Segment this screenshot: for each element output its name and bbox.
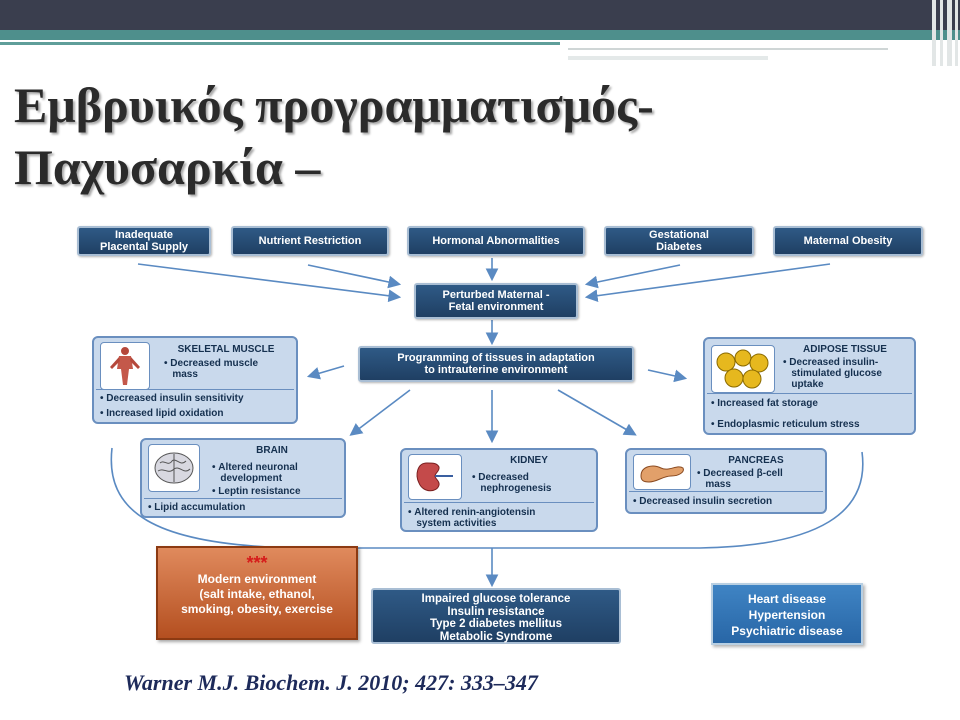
- arrow-to-muscle: [310, 366, 344, 376]
- modern-environment-box: [156, 546, 358, 640]
- perturbed-line-1: Perturbed Maternal -: [442, 289, 550, 301]
- arrow-nutrient: [308, 265, 398, 284]
- skeletal-muscle-box: [92, 336, 298, 424]
- item-text: Decreased insulin secretion: [639, 496, 773, 507]
- divider: [629, 491, 823, 492]
- skeletal-muscle-item-3: • Increased lipid oxidation: [100, 408, 224, 419]
- skeletal-muscle-item-2: • Decreased insulin sensitivity: [100, 393, 244, 404]
- cause-label: Gestational: [649, 229, 709, 241]
- env-line-1: Modern environment: [197, 572, 317, 586]
- perturbed-environment: [414, 283, 578, 319]
- outcome-line-4: Metabolic Syndrome: [439, 630, 553, 643]
- item-text: Decreased insulin sensitivity: [106, 393, 244, 404]
- divider: [707, 393, 912, 394]
- outcome-line-2: Insulin resistance: [447, 605, 545, 618]
- arrow-to-adipose: [648, 370, 684, 378]
- item-text: mass: [705, 479, 731, 490]
- pancreas-item-1: • Decreased β-cell mass: [697, 468, 783, 490]
- item-text: Decreased: [478, 472, 529, 483]
- kidney-item-1: • Decreased nephrogenesis: [472, 472, 552, 494]
- kidney-header: KIDNEY: [510, 455, 548, 466]
- pancreas-header: PANCREAS: [728, 455, 784, 466]
- adipose-item-2: • Increased fat storage: [711, 398, 818, 409]
- brain-header: BRAIN: [256, 445, 288, 456]
- item-text: mass: [172, 369, 198, 380]
- item-text: Decreased insulin-: [789, 357, 879, 368]
- cause-label: Maternal Obesity: [803, 235, 893, 247]
- arrow-to-brain: [352, 390, 410, 434]
- title-line-2: Παχυσαρκία –: [14, 139, 321, 195]
- cause-label: Placental Supply: [99, 241, 189, 253]
- item-text: Decreased muscle: [170, 358, 259, 369]
- arrow-obesity: [588, 264, 830, 297]
- adipose-tissue-box: [703, 337, 916, 435]
- asterisks: ***: [246, 553, 268, 573]
- brain-item-1: • Altered neuronal development: [212, 462, 298, 484]
- item-text: Altered renin-angiotensin: [414, 507, 536, 518]
- item-text: Endoplasmic reticulum stress: [717, 419, 860, 430]
- item-text: Leptin resistance: [218, 486, 301, 497]
- pancreas-icon: [633, 454, 691, 490]
- skeletal-muscle-header: SKELETAL MUSCLE: [177, 344, 275, 355]
- env-line-2: (salt intake, ethanol,: [199, 587, 315, 601]
- kidney-icon: [408, 454, 462, 500]
- brain-icon: [148, 444, 200, 492]
- arrow-to-pancreas: [558, 390, 634, 434]
- cause-label: Diabetes: [656, 241, 702, 253]
- brain-box: [140, 438, 346, 518]
- item-text: Altered neuronal: [218, 462, 298, 473]
- item-text: system activities: [416, 518, 497, 529]
- divider: [144, 498, 342, 499]
- item-text: nephrogenesis: [480, 483, 552, 494]
- arrow-gestational: [588, 265, 680, 284]
- disease-line-2: Hypertension: [748, 608, 826, 622]
- skeletal-muscle-item-1: • Decreased muscle mass: [164, 358, 259, 380]
- brain-item-3: • Lipid accumulation: [148, 502, 246, 513]
- divider: [404, 502, 594, 503]
- citation: Warner M.J. Biochem. J. 2010; 427: 333–347: [124, 670, 538, 695]
- programming-line-1: Programming of tissues in adaptation: [397, 352, 595, 364]
- item-text: uptake: [791, 379, 824, 390]
- disease-line-1: Heart disease: [747, 592, 827, 606]
- kidney-item-2: • Altered renin-angiotensin system activities: [408, 507, 536, 529]
- fat-cells-icon: [711, 345, 775, 393]
- item-text: Decreased β-cell: [703, 468, 783, 479]
- cause-gestational-diabetes: [604, 226, 754, 256]
- cause-maternal-obesity: [773, 226, 923, 256]
- adipose-header: ADIPOSE TISSUE: [803, 344, 887, 355]
- cause-label: Hormonal Abnormalities: [432, 235, 560, 247]
- pancreas-item-2: • Decreased insulin secretion: [633, 496, 773, 507]
- cause-placental-supply: [77, 226, 211, 256]
- kidney-box: [400, 448, 598, 532]
- programming-tissues: [358, 346, 634, 382]
- cause-label: Inadequate: [114, 229, 174, 241]
- arrow-placental: [138, 264, 398, 297]
- outcome-line-1: Impaired glucose tolerance: [421, 593, 571, 605]
- item-text: Increased fat storage: [717, 398, 818, 409]
- title-line-1: Εμβρυικός προγραμματισμός-: [14, 77, 654, 133]
- metabolic-outcomes-box: [371, 588, 621, 644]
- perturbed-line-2: Fetal environment: [448, 301, 544, 313]
- programming-line-2: to intrauterine environment: [424, 364, 568, 376]
- item-text: development: [220, 473, 283, 484]
- disease-line-3: Psychiatric disease: [731, 624, 843, 638]
- outcome-line-3: Type 2 diabetes mellitus: [429, 618, 563, 630]
- disease-box: [711, 583, 863, 645]
- adipose-item-3: • Endoplasmic reticulum stress: [711, 419, 860, 430]
- item-text: Lipid accumulation: [154, 502, 246, 513]
- item-text: Increased lipid oxidation: [106, 408, 224, 419]
- divider: [96, 389, 294, 390]
- brain-item-2: • Leptin resistance: [212, 486, 301, 497]
- adipose-item-1: • Decreased insulin- stimulated glucose uptake: [783, 357, 882, 390]
- pancreas-box: [625, 448, 827, 514]
- cause-hormonal-abnormalities: [407, 226, 585, 256]
- cause-nutrient-restriction: [231, 226, 389, 256]
- cause-label: Nutrient Restriction: [258, 235, 362, 247]
- env-line-3: smoking, obesity, exercise: [181, 602, 333, 616]
- muscle-figure-icon: [100, 342, 150, 390]
- item-text: stimulated glucose: [791, 368, 882, 379]
